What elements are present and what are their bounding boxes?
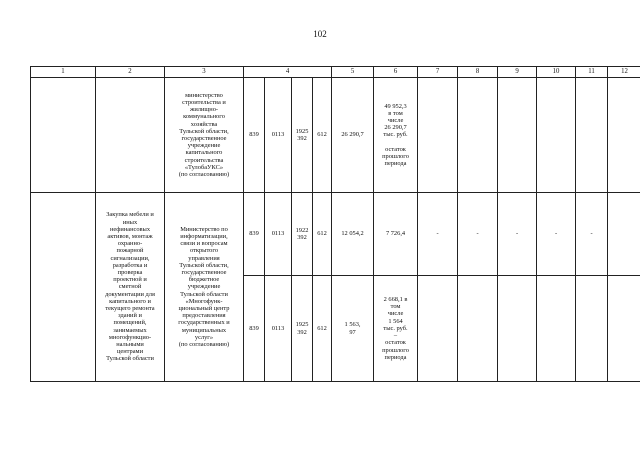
row3-col6: 2 668,1 в том числе 1 564 тыс. руб. – остаток прошлого периода (374, 276, 418, 382)
row3-col11 (576, 276, 608, 382)
row3-col4b: 0113 (265, 276, 292, 382)
row2-col4a: 839 (244, 193, 265, 276)
row1-col12 (608, 78, 640, 193)
page-number: 102 (313, 29, 327, 39)
row3-col4d: 612 (313, 276, 332, 382)
header-cell-5: 5 (332, 67, 374, 78)
row1-col7 (418, 78, 458, 193)
row3-col5: 1 563, 97 (332, 276, 374, 382)
row1-col3: министерство строительства и жилищно- коммунального хозяйства Тульской области, государственное учреждение капитального строительства «ТулобаУКС» (по согласованию) (165, 78, 244, 193)
row1-col6: 49 952,3 в том числе 26 290,7 тыс. руб. остаток прошлого периода (374, 78, 418, 193)
header-cell-11: 11 (576, 67, 608, 78)
header-cell-8: 8 (458, 67, 498, 78)
row1-col10 (537, 78, 576, 193)
header-row (31, 67, 640, 78)
row1-col4c: 1925 392 (292, 78, 313, 193)
header-cell-7: 7 (418, 67, 458, 78)
row1-col1 (31, 78, 96, 193)
header-cell-4: 4 (244, 67, 332, 78)
row2-col9: - (498, 193, 537, 276)
row1-col11 (576, 78, 608, 193)
row1-col4d: 612 (313, 78, 332, 193)
row1-col9 (498, 78, 537, 193)
table-row (31, 78, 640, 193)
row2-col8: - (458, 193, 498, 276)
row2-col11: - (576, 193, 608, 276)
row2-col1 (31, 193, 96, 382)
row2-col2: Закупка мебели и иных нефинансовых активов, монтаж охранно- пожарной сигнализации, разработка и проверка проектной и сметной документации для капитального и текущего ремонта зданий и помещений, занимаемых многофункцио- нальными центрами Тульской области (96, 193, 165, 382)
row2-col4b: 0113 (265, 193, 292, 276)
row2-col7: - (418, 193, 458, 276)
row1-col8 (458, 78, 498, 193)
row2-col12 (608, 193, 640, 276)
header-cell-6: 6 (374, 67, 418, 78)
row3-col8 (458, 276, 498, 382)
table-row (31, 193, 640, 276)
row2-col4c: 1922 392 (292, 193, 313, 276)
row2-col5: 12 054,2 (332, 193, 374, 276)
row3-col10 (537, 276, 576, 382)
row3-col12 (608, 276, 640, 382)
row3-col4a: 839 (244, 276, 265, 382)
header-cell-1: 1 (31, 67, 96, 78)
row1-col2 (96, 78, 165, 193)
header-cell-12: 12 (608, 67, 640, 78)
document-table (30, 66, 640, 382)
row1-col4b: 0113 (265, 78, 292, 193)
row2-col4d: 612 (313, 193, 332, 276)
header-cell-9: 9 (498, 67, 537, 78)
row1-col4a: 839 (244, 78, 265, 193)
row3-col4c: 1925 392 (292, 276, 313, 382)
row2-col3: Министерство по информатизации, связи и вопросам открытого управления Тульской области, государственное бюджетное учреждение Тульской области «Многофунк- циональный центр предоставления государственных и муниципальных услуг» (по согласованию) (165, 193, 244, 382)
row3-col7 (418, 276, 458, 382)
header-cell-3: 3 (165, 67, 244, 78)
header-cell-2: 2 (96, 67, 165, 78)
row2-col6: 7 726,4 (374, 193, 418, 276)
header-cell-10: 10 (537, 67, 576, 78)
row2-col10: - (537, 193, 576, 276)
row1-col5: 26 290,7 (332, 78, 374, 193)
row3-col9 (498, 276, 537, 382)
